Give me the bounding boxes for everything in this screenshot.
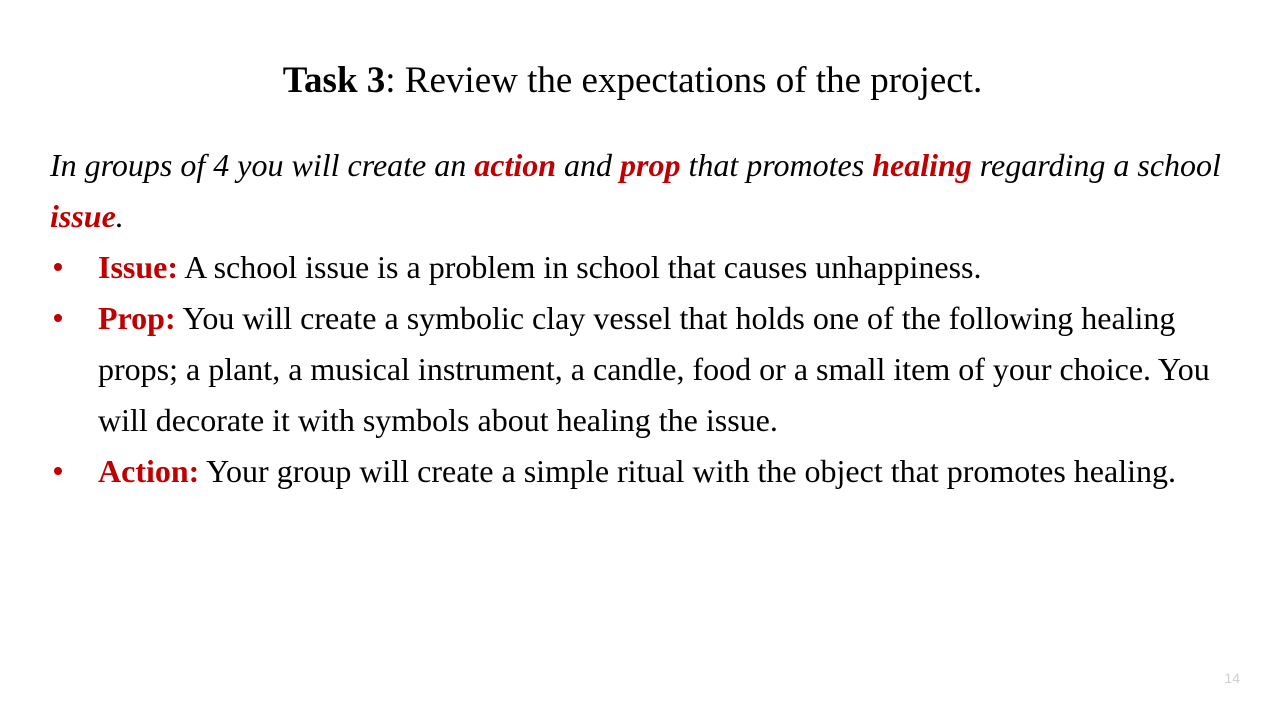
intro-keyword-prop: prop	[620, 147, 681, 183]
bullet-text-issue: A school issue is a problem in school that causes unhappiness.	[178, 249, 982, 285]
slide-number: 14	[1224, 670, 1240, 686]
intro-text-1: In groups of 4 you will create an	[50, 147, 475, 183]
intro-keyword-action: action	[474, 147, 557, 183]
intro-text-2: and	[556, 147, 621, 183]
bullet-dot-icon	[54, 314, 62, 322]
intro-paragraph	[50, 140, 1240, 242]
intro-text-4: regarding a school	[971, 147, 1221, 183]
bullet-label-action: Action:	[98, 453, 200, 489]
bullet-dot-icon	[54, 467, 62, 475]
bullet-item-action	[50, 446, 1240, 497]
bullet-item-issue	[50, 242, 1240, 293]
title-task-label: Task 3	[282, 60, 386, 101]
intro-text-5: .	[115, 198, 124, 234]
bullet-label-issue: Issue:	[98, 249, 179, 285]
bullet-label-prop: Prop:	[98, 300, 176, 336]
title-text: : Review the expectations of the project.	[385, 60, 983, 101]
bullet-list	[50, 242, 1240, 497]
intro-keyword-healing: healing	[872, 147, 972, 183]
slide-body	[50, 140, 1240, 497]
intro-text-3: that promotes	[680, 147, 873, 183]
bullet-dot-icon	[54, 263, 62, 271]
bullet-text-action: Your group will create a simple ritual with the object that promotes healing.	[199, 453, 1176, 489]
intro-keyword-issue: issue	[50, 198, 116, 234]
bullet-item-prop	[50, 293, 1240, 446]
bullet-text-prop: You will create a symbolic clay vessel that holds one of the following healing props; a plant, a musical instrument, a candle, food or a small item of your choice. You will decorate it with symbols about healing the issue.	[98, 300, 1210, 438]
slide-title	[0, 55, 1265, 107]
